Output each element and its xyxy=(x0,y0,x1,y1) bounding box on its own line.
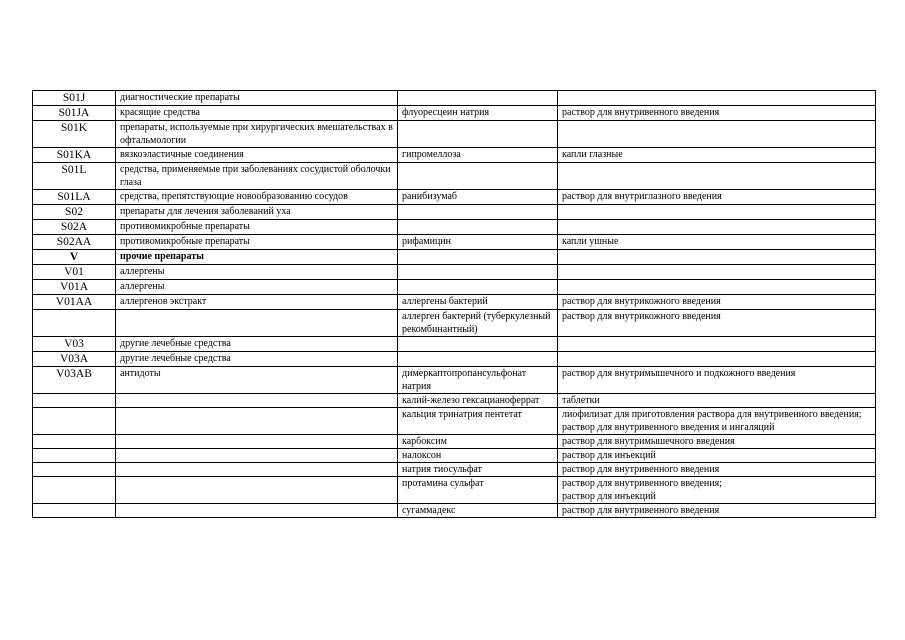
group-name-cell: диагностические препараты xyxy=(116,91,398,106)
group-name-cell: препараты для лечения заболеваний уха xyxy=(116,205,398,220)
atc-code-cell xyxy=(33,435,116,449)
atc-code-cell xyxy=(33,449,116,463)
table-row xyxy=(33,235,876,250)
atc-code-cell xyxy=(33,477,116,504)
group-name-cell: противомикробные препараты xyxy=(116,220,398,235)
atc-code-cell: V01AA xyxy=(33,295,116,310)
drug-name-cell: аллергены бактерий xyxy=(398,295,558,310)
drug-name-cell xyxy=(398,205,558,220)
atc-code-cell: S01JA xyxy=(33,106,116,121)
dosage-form-cell: раствор для внутривенного введения xyxy=(558,504,876,518)
group-name-cell xyxy=(116,408,398,435)
drug-name-cell: карбоксим xyxy=(398,435,558,449)
table-row xyxy=(33,265,876,280)
drug-name-cell: натрия тиосульфат xyxy=(398,463,558,477)
table-row xyxy=(33,205,876,220)
group-name-cell: антидоты xyxy=(116,367,398,394)
drug-name-cell xyxy=(398,280,558,295)
dosage-form-cell xyxy=(558,220,876,235)
dosage-form-cell: таблетки xyxy=(558,394,876,408)
table-row xyxy=(33,148,876,163)
drug-name-cell xyxy=(398,91,558,106)
atc-code-cell: S01L xyxy=(33,163,116,190)
drug-name-cell xyxy=(398,163,558,190)
dosage-form-cell: раствор для внутримышечного введения xyxy=(558,435,876,449)
group-name-cell: другие лечебные средства xyxy=(116,352,398,367)
atc-code-cell: V01A xyxy=(33,280,116,295)
atc-code-cell: S01J xyxy=(33,91,116,106)
atc-code-cell: S01K xyxy=(33,121,116,148)
group-name-cell xyxy=(116,477,398,504)
drug-name-cell xyxy=(398,352,558,367)
atc-code-cell: V03AB xyxy=(33,367,116,394)
atc-code-cell: V xyxy=(33,250,116,265)
table-row xyxy=(33,280,876,295)
drug-name-cell xyxy=(398,250,558,265)
dosage-form-cell xyxy=(558,265,876,280)
dosage-form-cell: раствор для внутрикожного введения xyxy=(558,310,876,337)
group-name-cell xyxy=(116,435,398,449)
dosage-form-cell: лиофилизат для приготовления раствора для внутривенного введения; раствор для внутривенного введения и ингаляций xyxy=(558,408,876,435)
table-row xyxy=(33,106,876,121)
table-row xyxy=(33,121,876,148)
table-row xyxy=(33,310,876,337)
atc-code-cell xyxy=(33,463,116,477)
table-row xyxy=(33,435,876,449)
drug-name-cell: флуоресцеин натрия xyxy=(398,106,558,121)
group-name-cell: противомикробные препараты xyxy=(116,235,398,250)
dosage-form-cell: раствор для внутримышечного и подкожного введения xyxy=(558,367,876,394)
dosage-form-cell: раствор для внутривенного введения xyxy=(558,463,876,477)
drug-name-cell xyxy=(398,121,558,148)
dosage-form-cell xyxy=(558,205,876,220)
atc-code-cell: V01 xyxy=(33,265,116,280)
dosage-form-cell xyxy=(558,250,876,265)
group-name-cell xyxy=(116,394,398,408)
table-row xyxy=(33,91,876,106)
dosage-form-cell xyxy=(558,280,876,295)
table-row xyxy=(33,449,876,463)
dosage-form-cell xyxy=(558,337,876,352)
table-row xyxy=(33,394,876,408)
dosage-form-cell: капли ушные xyxy=(558,235,876,250)
group-name-cell: вязкоэластичные соединения xyxy=(116,148,398,163)
group-name-cell: прочие препараты xyxy=(116,250,398,265)
drug-name-cell: аллерген бактерий (туберкулезный рекомбинантный) xyxy=(398,310,558,337)
group-name-cell: средства, применяемые при заболеваниях сосудистой оболочки глаза xyxy=(116,163,398,190)
drug-name-cell: гипромеллоза xyxy=(398,148,558,163)
drug-name-cell: сугаммадекс xyxy=(398,504,558,518)
drug-name-cell: протамина сульфат xyxy=(398,477,558,504)
atc-code-cell xyxy=(33,394,116,408)
group-name-cell: аллергены xyxy=(116,280,398,295)
group-name-cell: препараты, используемые при хирургических вмешательствах в офтальмологии xyxy=(116,121,398,148)
table-row xyxy=(33,352,876,367)
group-name-cell xyxy=(116,310,398,337)
table-row xyxy=(33,295,876,310)
atc-code-cell xyxy=(33,504,116,518)
atc-code-cell: V03A xyxy=(33,352,116,367)
table-row xyxy=(33,337,876,352)
dosage-form-cell xyxy=(558,121,876,148)
drug-name-cell xyxy=(398,337,558,352)
table-row xyxy=(33,367,876,394)
table-row xyxy=(33,408,876,435)
dosage-form-cell: раствор для внутриглазного введения xyxy=(558,190,876,205)
drug-name-cell xyxy=(398,220,558,235)
group-name-cell: красящие средства xyxy=(116,106,398,121)
drug-name-cell: ранибизумаб xyxy=(398,190,558,205)
drug-classification-table xyxy=(32,90,876,518)
drug-name-cell: налоксон xyxy=(398,449,558,463)
table-row xyxy=(33,477,876,504)
atc-code-cell: S02AA xyxy=(33,235,116,250)
table-row xyxy=(33,190,876,205)
dosage-form-cell: раствор для инъекций xyxy=(558,449,876,463)
group-name-cell: средства, препятствующие новообразованию сосудов xyxy=(116,190,398,205)
dosage-form-cell xyxy=(558,163,876,190)
table-row xyxy=(33,163,876,190)
group-name-cell: аллергенов экстракт xyxy=(116,295,398,310)
drug-name-cell: рифамицин xyxy=(398,235,558,250)
dosage-form-cell: раствор для внутривенного введения xyxy=(558,106,876,121)
group-name-cell: аллергены xyxy=(116,265,398,280)
group-name-cell xyxy=(116,463,398,477)
table-body xyxy=(33,91,876,518)
table-row xyxy=(33,220,876,235)
drug-name-cell: димеркаптопропансульфонат натрия xyxy=(398,367,558,394)
group-name-cell xyxy=(116,504,398,518)
atc-code-cell xyxy=(33,310,116,337)
dosage-form-cell: раствор для внутрикожного введения xyxy=(558,295,876,310)
table-row xyxy=(33,250,876,265)
atc-code-cell: S01KA xyxy=(33,148,116,163)
dosage-form-cell xyxy=(558,91,876,106)
atc-code-cell: S01LA xyxy=(33,190,116,205)
drug-name-cell: кальция тринатрия пентетат xyxy=(398,408,558,435)
atc-code-cell: S02 xyxy=(33,205,116,220)
drug-name-cell xyxy=(398,265,558,280)
atc-code-cell: V03 xyxy=(33,337,116,352)
dosage-form-cell xyxy=(558,352,876,367)
table-row xyxy=(33,463,876,477)
group-name-cell: другие лечебные средства xyxy=(116,337,398,352)
group-name-cell xyxy=(116,449,398,463)
atc-code-cell: S02A xyxy=(33,220,116,235)
dosage-form-cell: раствор для внутривенного введения; раствор для инъекций xyxy=(558,477,876,504)
table-row xyxy=(33,504,876,518)
drug-name-cell: калий-железо гексацианоферрат xyxy=(398,394,558,408)
dosage-form-cell: капли глазные xyxy=(558,148,876,163)
atc-code-cell xyxy=(33,408,116,435)
